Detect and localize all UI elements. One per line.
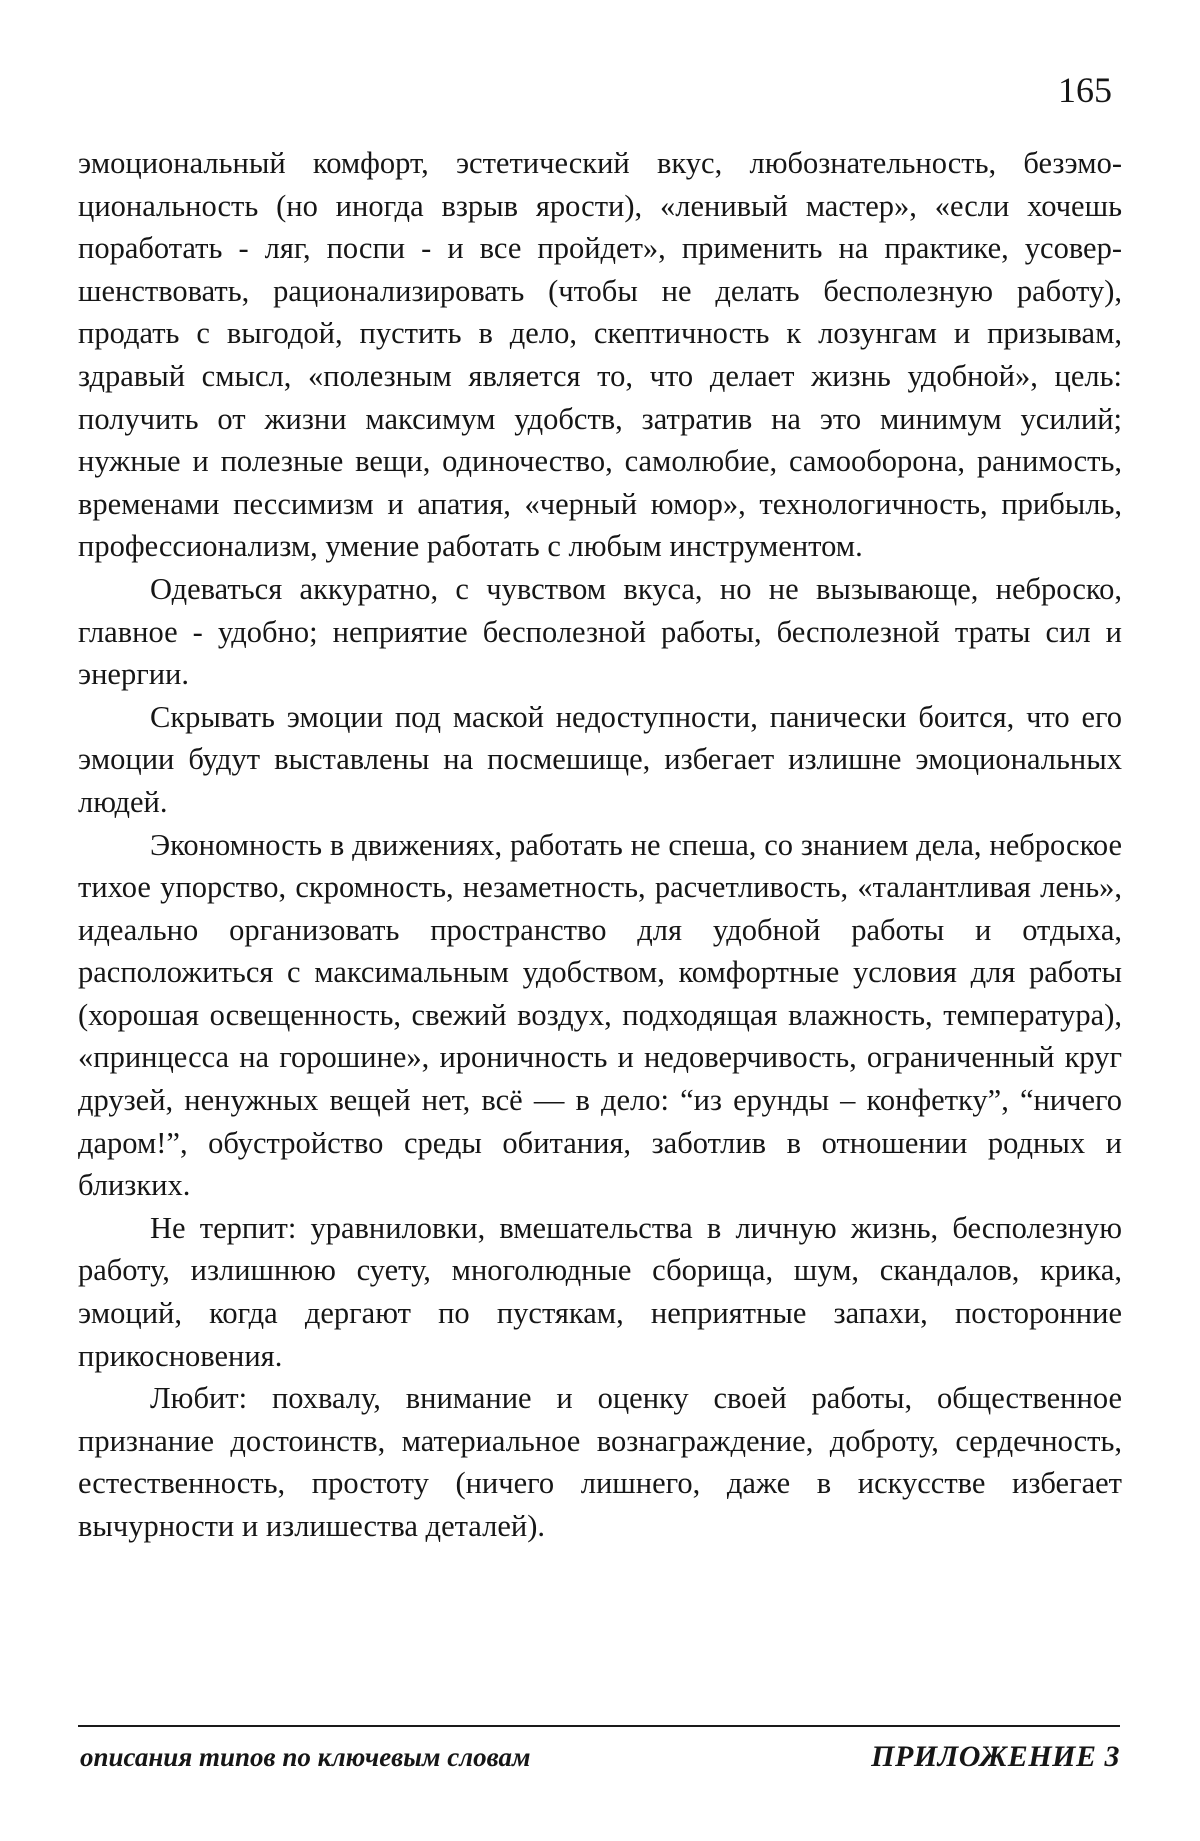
paragraph-clothing: Одеваться аккуратно, с чувством вкуса, но не вызывающе, неброско, главное - удобно; неприятие бесполезной работы, бесполезной траты сил и энергии.	[78, 571, 1122, 692]
paragraph-continuation: эмоциональный комфорт, эстетический вкус, любознательность, безэмоциональность (но иногда взрыв ярости), «ленивый мастер», «если хочешь поработать - ляг, поспи - и все пройдет», применить на практике, усовершенствовать, рационализировать (чтобы не делать бесполезную работу), продать с выгодой, пустить в дело, скептичность к лозунгам и призывам, здравый смысл, «полезным является то, что делает жизнь удобной», цель: получить от жизни максимум удобств, затратив на это минимум усилий; нужные и полезные вещи, одиночество, самолюбие, самооборона, ранимость, временами пессимизм и апатия, «черный юмор», технологичность, прибыль, профессионализм, умение работать с любым инструментом.	[78, 146, 1122, 564]
paragraph-emotions: Скрывать эмоции под маской недоступности, панически боится, что его эмоции будут выставлены на посмешище, избегает излишне эмоциональных людей.	[78, 699, 1122, 819]
paragraph-economy: Экономность в движениях, работать не спеша, со знанием дела, неброское тихое упорство, скромность, незаметность, расчетливость, «талантливая лень», идеально организовать пространство для удобной работы и отдыха, расположиться с максимальным удобством, комфортные условия для работы (хорошая освещенность, свежий воздух, подходящая влажность, температура), «принцесса на горошине», ироничность и недоверчивость, ограниченный круг друзей, ненужных вещей нет, всё — в дело: “из ерунды – конфетку”, “ничего даром!”, обустройство среды обитания, заботлив в отношении родных и близких.	[78, 827, 1122, 1203]
footer-section-title: описания типов по ключевым словам	[80, 1742, 531, 1772]
paragraph-dislikes: Не терпит: уравниловки, вмешательства в личную жизнь, бесполезную работу, излишнюю суету, многолюдные сборища, шум, скандалов, крика, эмоций, когда дергают по пустякам, неприятные запахи, посторонние прикосновения.	[78, 1210, 1122, 1373]
body-text	[78, 142, 1122, 1548]
footer-appendix-label: ПРИЛОЖЕНИЕ 3	[871, 1740, 1120, 1773]
page-number: 165	[1058, 70, 1112, 110]
paragraph-likes: Любит: похвалу, внимание и оценку своей работы, общественное признание достоинств, материальное вознаграждение, доброту, сердечность, естественность, простоту (ничего лишнего, даже в искусстве избегает вычурности и излишества деталей).	[78, 1381, 1122, 1543]
footer-divider	[78, 1725, 1120, 1727]
